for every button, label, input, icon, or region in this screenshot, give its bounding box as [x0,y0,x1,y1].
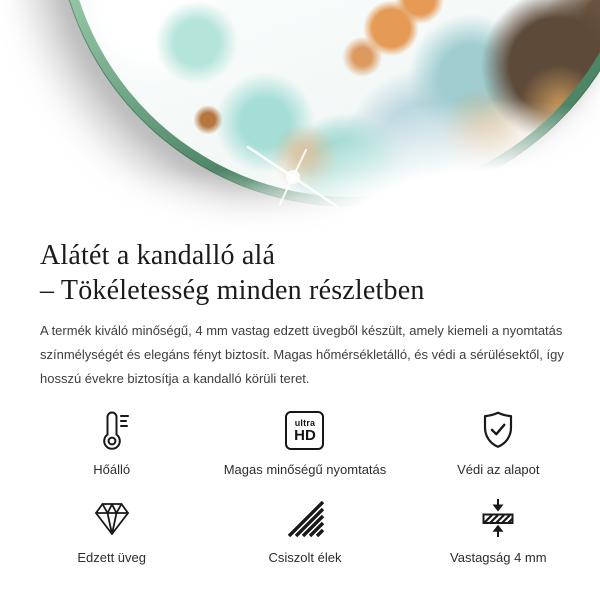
page-title-line2: – Tökéletesség minden részletben [40,275,425,306]
diamond-icon [90,496,134,540]
thermometer-icon [90,408,134,452]
polished-edges-icon [283,496,327,540]
product-photo [0,0,600,236]
features-grid [15,407,595,565]
content-section [0,238,600,565]
shield-check-icon [476,408,520,452]
ultra-hd-top-label: ultra [294,417,316,428]
feature-label: Csiszolt élek [268,550,342,565]
feature-tempered-glass [15,495,208,565]
feature-protects-base [402,407,595,477]
icon-wrap [90,407,134,453]
description-line: A termék kiváló minőségű, 4 mm vastag edzett üvegből készült, amely kiemeli a nyomtatás [40,323,563,338]
icon-wrap [476,407,520,453]
feature-print-quality [208,407,401,477]
feature-label: Magas minőségű nyomtatás [223,462,387,477]
glass-disc [55,0,600,207]
page-title-line1: Alátét a kandalló alá [40,240,276,271]
description-line: hosszú évekre biztosítja a kandalló körüli teret. [40,371,310,386]
feature-polished-edges [208,495,401,565]
page-title [40,238,570,308]
feature-label: Védi az alapot [457,462,540,477]
glass-disc-marble-art [65,0,600,197]
ultra-hd-bottom-label: HD [294,426,316,444]
description-line: színmélységét és elegáns fényt biztosít. Magas hőmérsékletálló, és védi a sérülésektől, így [40,347,564,362]
thickness-icon [476,496,520,540]
product-description [40,319,570,391]
feature-heat-resistant [15,407,208,477]
ultra-hd-icon [285,411,324,450]
feature-label: Vastagság 4 mm [450,550,547,565]
icon-wrap [283,495,327,541]
icon-wrap [90,495,134,541]
feature-label: Hőálló [93,462,131,477]
feature-thickness [402,495,595,565]
icon-wrap [476,495,520,541]
icon-wrap [285,407,324,453]
feature-label: Edzett üveg [77,550,146,565]
